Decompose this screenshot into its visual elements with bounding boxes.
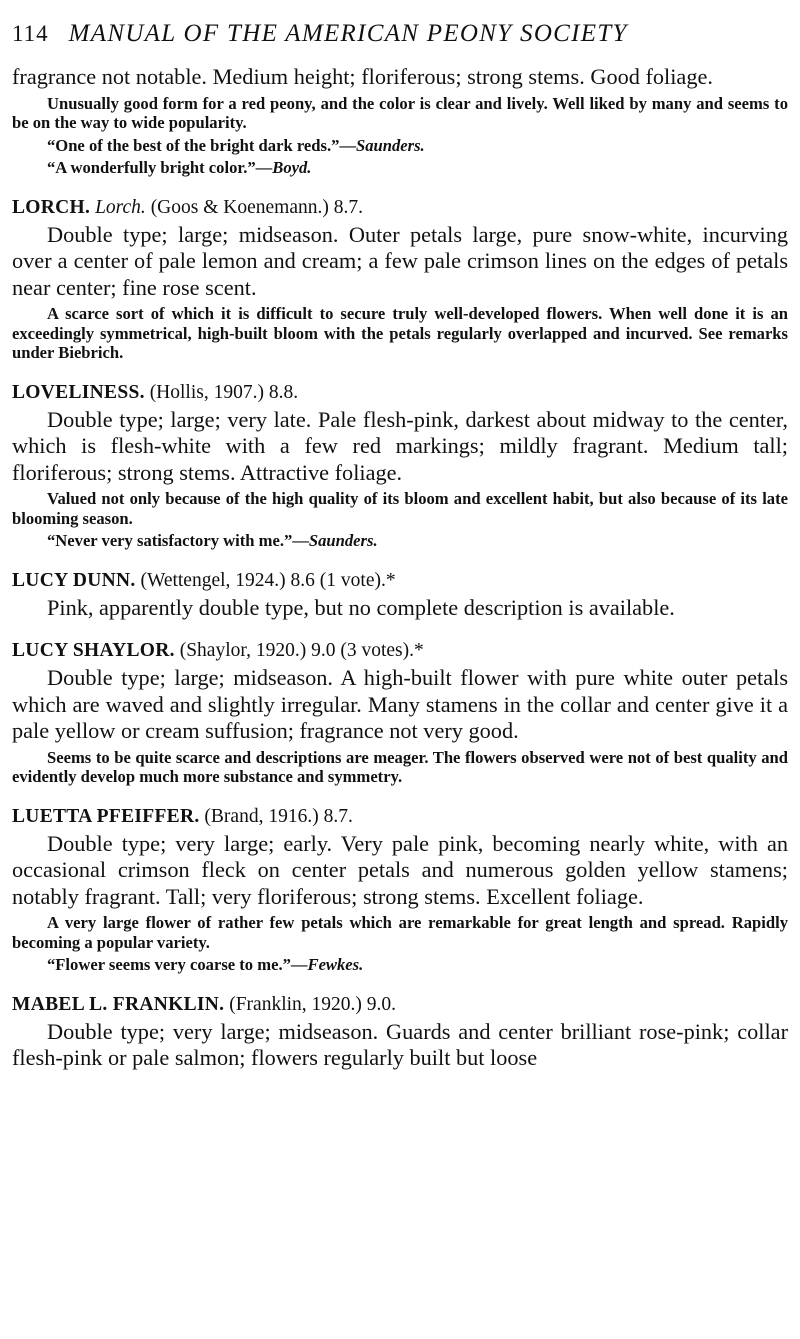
entry-description: Double type; very large; early. Very pale pink, becoming nearly white, with an occasional crimson fleck on center petals and numerous golden yellow stamens; notably fragrant. Tall; very floriferous; strong stems. Excellent foliage. xyxy=(12,830,788,909)
variety-name: LOVELINESS. xyxy=(12,381,145,403)
quote xyxy=(12,158,788,178)
quote-text: “One of the best of the bright dark reds.”— xyxy=(47,135,356,155)
variety-alt-name: Lorch. xyxy=(95,196,146,218)
peony-entry xyxy=(12,569,788,622)
continued-note: Unusually good form for a red peony, and the color is clear and lively. Well liked by many and seems to be on the way to wide popularity. xyxy=(12,93,788,132)
peony-entry xyxy=(12,381,788,551)
quote-author: Saunders. xyxy=(355,135,425,155)
entry-heading xyxy=(12,381,788,405)
entry-note: A scarce sort of which it is difficult to secure truly well-developed flowers. When well done it is an exceedingly symmetrical, high-built bloom with the petals regularly overlapped and incurved. See remarks under Biebrich. xyxy=(12,304,788,362)
entry-note: A very large flower of rather few petals which are remarkable for great length and spread. Rapidly becoming a popular variety. xyxy=(12,913,788,952)
entry-note: Valued not only because of the high quality of its bloom and excellent habit, but also because of its late blooming season. xyxy=(12,489,788,528)
entry-heading xyxy=(12,639,788,663)
variety-meta: (Shaylor, 1920.) 9.0 (3 votes).* xyxy=(179,640,424,661)
entry-heading xyxy=(12,805,788,829)
variety-meta: (Hollis, 1907.) 8.8. xyxy=(149,381,299,403)
quote-author: Fewkes. xyxy=(307,955,364,974)
quote-text: “Flower seems very coarse to me.”— xyxy=(47,955,308,974)
entry-heading xyxy=(12,569,788,593)
entry-description: Double type; very large; midseason. Guards and center brilliant rose-pink; collar flesh-pink or pale salmon; flowers regularly built but loose xyxy=(12,1018,788,1070)
quote-author: Saunders. xyxy=(308,531,378,550)
variety-meta: (Brand, 1916.) 8.7. xyxy=(204,805,353,827)
peony-entry xyxy=(12,805,788,975)
continued-description: fragrance not notable. Medium height; floriferous; strong stems. Good foliage. xyxy=(12,64,713,89)
variety-name: LUCY DUNN. xyxy=(12,569,136,591)
continued-entry xyxy=(12,64,788,178)
quote xyxy=(12,955,788,975)
peony-entry xyxy=(12,993,788,1072)
quote xyxy=(12,136,788,156)
quote-author: Boyd. xyxy=(272,158,312,177)
quote-text: “Never very satisfactory with me.”— xyxy=(47,531,309,550)
running-title: MANUAL OF THE AMERICAN PEONY SOCIETY xyxy=(68,20,628,47)
entry-description: Pink, apparently double type, but no complete description is available. xyxy=(47,594,675,620)
quote xyxy=(12,531,788,551)
variety-meta: (Wettengel, 1924.) 8.6 (1 vote).* xyxy=(140,569,396,591)
page-header xyxy=(12,20,788,54)
variety-meta: (Franklin, 1920.) 9.0. xyxy=(229,993,397,1015)
variety-name: LUETTA PFEIFFER. xyxy=(12,805,200,827)
entry-heading xyxy=(12,196,788,220)
entry-note: Seems to be quite scarce and descriptions are meager. The flowers observed were not of best quality and evidently develop much more substance and symmetry. xyxy=(12,747,788,786)
page-number: 114 xyxy=(12,21,49,46)
peony-entry xyxy=(12,196,788,363)
entry-heading xyxy=(12,993,788,1017)
peony-entry xyxy=(12,639,788,787)
variety-name: MABEL L. FRANKLIN. xyxy=(12,993,225,1015)
book-page xyxy=(12,0,788,1072)
entry-description: Double type; large; midseason. A high-built flower with pure white outer petals which are waved and slightly irregular. Many stamens in the collar and center give it a pale yellow or cream suffusion; fragrance not very good. xyxy=(12,665,788,743)
variety-name: LUCY SHAYLOR. xyxy=(12,640,175,661)
entry-description: Double type; large; midseason. Outer petals large, pure snow-white, incurving over a center of pale lemon and cream; a few pale crimson lines on the edges of petals near center; fine rose scent. xyxy=(12,221,788,300)
quote-text: “A wonderfully bright color.”— xyxy=(47,158,273,177)
variety-name: LORCH. xyxy=(12,196,91,218)
variety-meta: (Goos & Koenemann.) 8.7. xyxy=(150,196,363,218)
entry-description: Double type; large; very late. Pale flesh-pink, darkest about midway to the center, which is flesh-white with a few red markings; mildly fragrant. Medium tall; floriferous; strong stems. Attractive foliage. xyxy=(12,406,788,485)
